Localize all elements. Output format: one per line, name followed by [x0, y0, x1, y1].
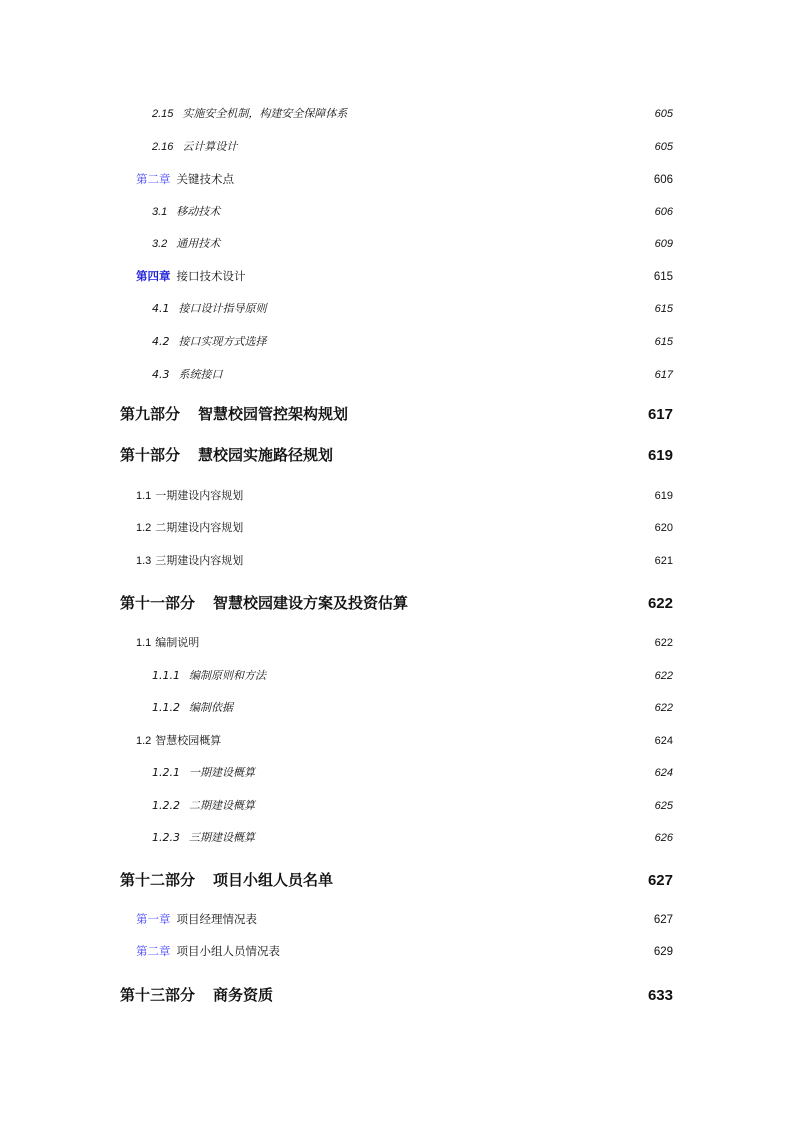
chapter-title: 项目经理情况表: [176, 912, 257, 926]
toc-entry[interactable]: [152, 764, 673, 780]
toc-entry[interactable]: [152, 829, 673, 845]
chapter-title: 关键技术点: [176, 172, 234, 186]
chapter-label: 第四章: [136, 269, 171, 283]
section-title: 接口实现方式选择: [178, 335, 267, 348]
section-title: 编制说明: [155, 636, 200, 649]
page-number: 615: [654, 336, 673, 348]
page-number: 621: [654, 555, 673, 567]
section-number: 1.1.2: [152, 701, 180, 714]
page-number: 617: [654, 369, 673, 381]
page-number: 606: [653, 174, 673, 186]
toc-entry[interactable]: [152, 138, 673, 154]
section-number: 4.1: [152, 302, 170, 315]
section-title: 一期建设概算: [189, 766, 255, 779]
section-title: 三期建设概算: [189, 831, 255, 844]
page-number: 606: [654, 206, 673, 218]
page-number: 627: [653, 914, 673, 926]
page-number: 622: [654, 702, 673, 714]
part-number: 第十部分: [120, 446, 181, 464]
page-number: 624: [654, 767, 673, 779]
section-title: 智慧校园概算: [155, 734, 222, 747]
section-title: 通用技术: [176, 237, 221, 250]
page-number: 629: [653, 946, 673, 958]
section-title: 移动技术: [176, 205, 221, 218]
toc-entry[interactable]: [152, 203, 673, 219]
toc-entry[interactable]: [152, 797, 673, 813]
toc-entry[interactable]: [152, 366, 673, 382]
toc-entry[interactable]: [136, 911, 673, 927]
section-number: 1.1: [136, 490, 152, 502]
page-number: 622: [654, 670, 673, 682]
page-number: 633: [647, 987, 673, 1004]
toc-entry[interactable]: [136, 487, 673, 503]
page-number: 615: [653, 271, 673, 283]
part-number: 第九部分: [120, 405, 181, 423]
section-title: 编制原则和方法: [189, 669, 266, 682]
section-title: 三期建设内容规划: [155, 554, 244, 567]
page-number: 617: [647, 406, 673, 423]
toc-entry[interactable]: [152, 300, 673, 316]
toc-entry[interactable]: [136, 519, 673, 535]
section-number: 3.2: [152, 238, 168, 250]
section-number: 1.1: [136, 637, 152, 649]
section-title: 二期建设概算: [189, 799, 255, 812]
toc-part-entry[interactable]: [120, 403, 673, 425]
toc-entry[interactable]: [136, 268, 673, 284]
part-title: 慧校园实施路径规划: [198, 446, 334, 464]
section-number: 4.3: [152, 368, 170, 381]
page-number: 626: [654, 832, 673, 844]
page-number: 619: [647, 447, 673, 464]
section-number: 1.2: [136, 735, 152, 747]
toc-entry[interactable]: [136, 552, 673, 568]
page-number: 625: [654, 800, 673, 812]
toc-entry[interactable]: [136, 943, 673, 959]
section-number: 1.1.1: [152, 669, 180, 682]
page-number: 609: [654, 238, 673, 250]
section-number: 2.15: [152, 108, 174, 120]
chapter-label: 第二章: [136, 944, 171, 958]
toc-part-entry[interactable]: [120, 444, 673, 466]
chapter-title: 项目小组人员情况表: [176, 944, 280, 958]
toc-part-entry[interactable]: [120, 592, 673, 614]
toc-entry[interactable]: [152, 105, 673, 121]
section-number: 1.2.2: [152, 799, 180, 812]
section-number: 1.2: [136, 522, 152, 534]
section-title: 二期建设内容规划: [155, 521, 244, 534]
part-title: 智慧校园管控架构规划: [198, 405, 349, 423]
section-title: 系统接口: [178, 368, 223, 381]
page-number: 605: [654, 108, 673, 120]
page-number: 622: [654, 637, 673, 649]
section-title: 编制依据: [189, 701, 233, 714]
chapter-label: 第二章: [136, 172, 171, 186]
page-number: 615: [654, 303, 673, 315]
section-title: 接口设计指导原则: [178, 302, 267, 315]
section-number: 2.16: [152, 141, 174, 153]
page-number: 627: [647, 872, 673, 889]
part-title: 项目小组人员名单: [213, 871, 334, 889]
toc-entry[interactable]: [136, 171, 673, 187]
part-title: 商务资质: [213, 986, 274, 1004]
toc-entry[interactable]: [152, 667, 673, 683]
page-number: 624: [654, 735, 673, 747]
toc-entry[interactable]: [152, 235, 673, 251]
section-number: 1.2.1: [152, 766, 180, 779]
section-number: 3.1: [152, 206, 168, 218]
page-number: 622: [647, 595, 673, 612]
page-number: 619: [654, 490, 673, 502]
part-title: 智慧校园建设方案及投资估算: [213, 594, 409, 612]
toc-entry[interactable]: [152, 333, 673, 349]
part-number: 第十二部分: [120, 871, 196, 889]
section-number: 1.3: [136, 555, 152, 567]
section-title: 一期建设内容规划: [155, 489, 244, 502]
toc-entry[interactable]: [136, 732, 673, 748]
toc-entry[interactable]: [152, 699, 673, 715]
toc-part-entry[interactable]: [120, 869, 673, 891]
chapter-label: 第一章: [136, 912, 171, 926]
part-number: 第十三部分: [120, 986, 196, 1004]
page-number: 620: [654, 522, 673, 534]
part-number: 第十一部分: [120, 594, 196, 612]
chapter-title: 接口技术设计: [176, 269, 246, 283]
toc-part-entry[interactable]: [120, 984, 673, 1006]
section-title: 云计算设计: [182, 140, 238, 153]
page-number: 605: [654, 141, 673, 153]
section-number: 4.2: [152, 335, 170, 348]
section-title: 实施安全机制，构建安全保障体系: [182, 107, 348, 120]
toc-entry[interactable]: [136, 634, 673, 650]
section-number: 1.2.3: [152, 831, 180, 844]
